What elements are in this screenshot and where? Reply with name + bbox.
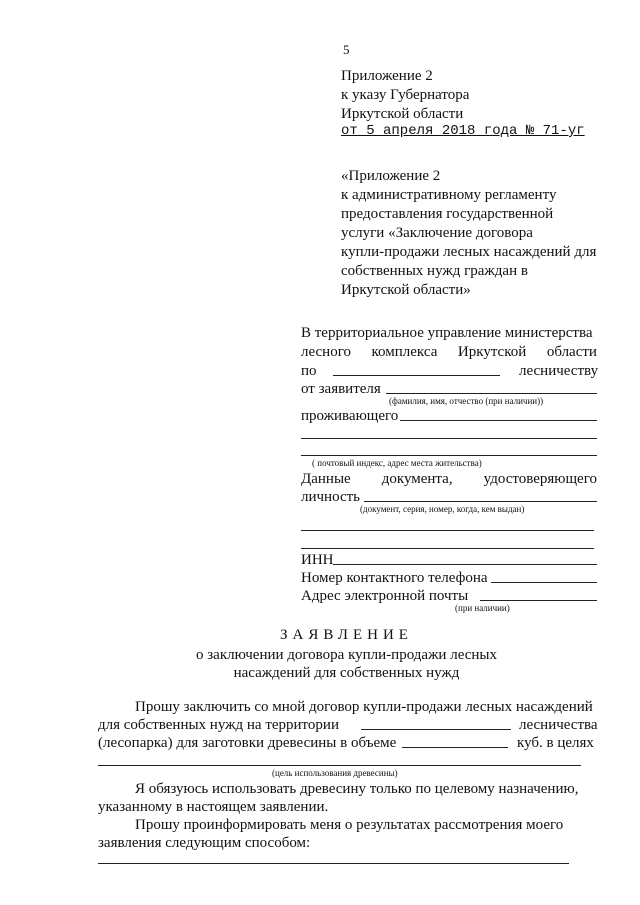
body-line: указанному в настоящем заявлении.: [98, 799, 329, 815]
document-subtitle: насаждений для собственных нужд: [233, 665, 460, 681]
identity-label: личность: [301, 489, 361, 505]
word: области: [546, 344, 597, 360]
regulation-line: купли-продажи лесных насаждений для: [341, 244, 597, 260]
appendix-line: к указу Губернатора: [341, 87, 470, 103]
po-label: по: [301, 363, 317, 379]
page-number: 5: [343, 42, 350, 57]
body-line: Прошу проинформировать меня о результатах рассмотрения моего: [135, 817, 564, 833]
email-field[interactable]: [480, 600, 597, 601]
volume-field[interactable]: [402, 747, 508, 748]
body-line: Прошу заключить со мной договор купли-продажи лесных насаждений: [135, 699, 593, 715]
address-field[interactable]: [400, 420, 597, 421]
word: комплекса: [371, 344, 438, 360]
regulation-line: «Приложение 2: [341, 168, 441, 184]
appendix-line: Приложение 2: [341, 68, 433, 84]
body-line: Я обязуюсь использовать древесину только по целевому назначению,: [135, 781, 579, 797]
territory-field[interactable]: [361, 729, 511, 730]
residing-label: проживающего: [301, 408, 399, 424]
document-subtitle: о заключении договора купли-продажи лесных: [196, 647, 497, 663]
id-document-line: [301, 470, 597, 489]
address-hint: ( почтовый индекс, адрес места жительства): [312, 458, 482, 468]
applicant-name-field[interactable]: [386, 393, 597, 394]
body-line: для собственных нужд на территории: [98, 717, 339, 733]
regulation-line: к административному регламенту: [341, 187, 557, 203]
word: Данные: [301, 471, 351, 487]
word: документа,: [381, 471, 453, 487]
address-field-3[interactable]: [301, 455, 597, 456]
word: Иркутской: [457, 344, 527, 360]
purpose-field[interactable]: [98, 765, 581, 766]
id-document-field-3[interactable]: [301, 548, 594, 549]
document-hint: (документ, серия, номер, когда, кем выдан): [360, 504, 525, 514]
regulation-line: услуги «Заключение договора: [341, 225, 533, 241]
regulation-line: предоставления государственной: [341, 206, 554, 222]
fio-hint: (фамилия, имя, отчество (при наличии)): [389, 396, 544, 406]
addressee-line: В территориальное управление министерства: [301, 325, 593, 341]
regulation-line: собственных нужд граждан в: [341, 263, 528, 279]
body-line: куб. в целях: [517, 735, 594, 751]
inn-label: ИНН: [301, 552, 334, 568]
regulation-line: Иркутской области»: [341, 282, 471, 298]
document-title: ЗАЯВЛЕНИЕ: [280, 627, 413, 643]
notification-method-field[interactable]: [98, 863, 569, 864]
purpose-hint: (цель использования древесины): [272, 768, 398, 778]
address-field-2[interactable]: [301, 438, 597, 439]
email-label: Адрес электронной почты: [301, 588, 469, 604]
forestry-label: лесничеству: [519, 363, 599, 379]
applicant-label: от заявителя: [301, 381, 381, 397]
appendix-line: Иркутской области: [341, 106, 464, 122]
body-line: заявления следующим способом:: [98, 835, 311, 851]
addressee-line: [301, 343, 597, 362]
phone-label: Номер контактного телефона: [301, 570, 488, 586]
id-document-field[interactable]: [364, 501, 597, 502]
id-document-field-2[interactable]: [301, 530, 594, 531]
phone-field[interactable]: [491, 582, 597, 583]
body-line: (лесопарка) для заготовки древесины в объеме: [98, 735, 397, 751]
decree-reference: от 5 апреля 2018 года № 71-уг: [341, 123, 585, 139]
forestry-name-field[interactable]: [333, 375, 500, 376]
word: удостоверяющего: [483, 471, 597, 487]
body-line: лесничества: [519, 717, 598, 733]
email-hint: (при наличии): [455, 603, 510, 613]
word: лесного: [301, 344, 351, 360]
inn-field[interactable]: [333, 564, 597, 565]
